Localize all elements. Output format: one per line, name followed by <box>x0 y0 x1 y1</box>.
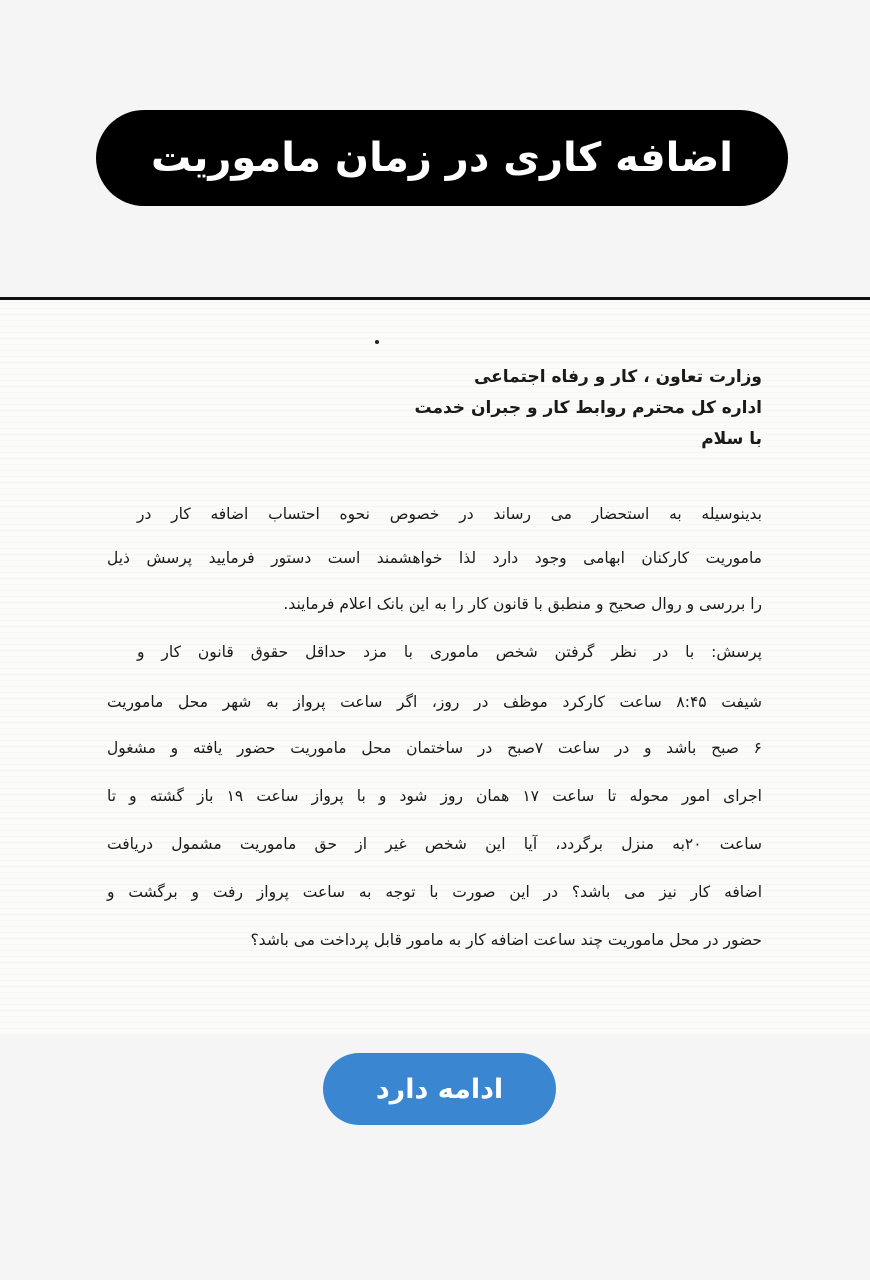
letter-address <box>107 362 762 455</box>
continue-label: ادامه دارد <box>375 1073 504 1105</box>
body-line-1: بدینوسیله به استحضار می رساند در خصوص نحوه احتساب اضافه کار در <box>137 505 762 523</box>
body-line-3: را بررسی و روال صحیح و منطبق با قانون کار را به این بانک اعلام فرمایند. <box>283 595 762 613</box>
body-line-2: ماموریت کارکنان ابهامی وجود دارد لذا خواهشمند است دستور فرمایید پرسش ذیل <box>107 549 762 567</box>
recipient-department: اداره کل محترم روابط کار و جبران خدمت <box>414 398 762 418</box>
scan-speck <box>375 340 379 344</box>
body-line-4: پرسش: با در نظر گرفتن شخص ماموری با مزد حداقل حقوق قانون کار و <box>137 643 762 661</box>
body-line-5: شیفت ۸:۴۵ ساعت کارکرد موظف در روز، اگر ساعت پرواز به شهر محل ماموریت <box>107 693 763 711</box>
title-banner <box>96 110 788 206</box>
recipient-ministry: وزارت تعاون ، کار و رفاه اجتماعی <box>473 367 762 387</box>
body-line-9: اضافه کار نیز می باشد؟ در این صورت با توجه به ساعت پرواز رفت و برگشت و <box>107 883 762 901</box>
continue-button[interactable] <box>323 1053 556 1125</box>
greeting: با سلام <box>701 429 762 449</box>
body-line-6: ۶ صبح باشد و در ساعت ۷صبح در ساختمان محل ماموریت حضور یافته و مشغول <box>107 739 762 757</box>
page-title: اضافه کاری در زمان ماموریت <box>150 135 734 181</box>
body-line-7: اجرای امور محوله تا ساعت ۱۷ همان روز شود و با پرواز ساعت ۱۹ باز گشته و تا <box>107 787 762 805</box>
body-line-10: حضور در محل ماموریت چند ساعت اضافه کار به مامور قابل پرداخت می باشد؟ <box>250 931 762 949</box>
body-line-8: ساعت ۲۰به منزل برگردد، آیا این شخص غیر از حق ماموریت مشمول دریافت <box>107 835 762 853</box>
